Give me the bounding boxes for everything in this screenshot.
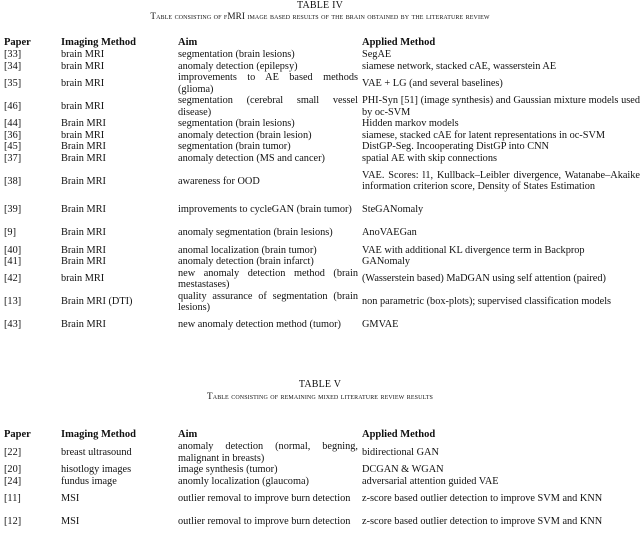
aim: new anomaly detection method (brain mestastases) bbox=[178, 267, 358, 290]
table5-number: TABLE V bbox=[298, 379, 342, 390]
table4-header-paper: Paper bbox=[4, 37, 31, 48]
paper-ref: [36] bbox=[4, 129, 22, 141]
applied-method: SegAE bbox=[362, 49, 392, 60]
applied-method: Hidden markov models bbox=[362, 118, 459, 129]
paper-ref: [22] bbox=[4, 446, 22, 458]
imaging-method: fundus image bbox=[61, 475, 117, 487]
table-row bbox=[0, 291, 640, 314]
applied-method: siamese network, stacked cAE, wasserstein AE bbox=[362, 60, 557, 72]
imaging-method: brain MRI bbox=[61, 60, 105, 72]
table-row bbox=[0, 199, 640, 222]
table4-number: TABLE IV bbox=[296, 0, 344, 11]
table5 bbox=[0, 427, 640, 533]
table4-caption: Table consisting of fMRI image based results of the brain obtained by the literature review bbox=[150, 11, 490, 21]
applied-method: SteGANomaly bbox=[362, 204, 424, 216]
applied-method: (Wasserstein based) MaDGAN using self attention (paired) bbox=[362, 273, 606, 285]
aim: segmentation (brain tumor) bbox=[178, 141, 291, 152]
applied-method: GANomaly bbox=[362, 256, 411, 267]
paper-ref: [13] bbox=[4, 296, 22, 308]
imaging-method: brain MRI bbox=[61, 129, 105, 141]
imaging-method: Brain MRI bbox=[61, 256, 106, 267]
table-row bbox=[0, 141, 640, 153]
aim: segmentation (cerebral small vessel disease) bbox=[178, 95, 358, 118]
paper-ref: [20] bbox=[4, 464, 22, 475]
table-row bbox=[0, 61, 640, 73]
table5-header-imaging-method: Imaging Method bbox=[61, 429, 136, 440]
aim: anomaly detection (epilepsy) bbox=[178, 60, 298, 72]
applied-method: adversarial attention guided VAE bbox=[362, 475, 499, 487]
table-row bbox=[0, 464, 640, 476]
paper-ref: [9] bbox=[4, 227, 17, 239]
applied-method: non parametric (box-plots); supervised classification models bbox=[362, 296, 612, 308]
aim: anomaly segmentation (brain lesions) bbox=[178, 227, 333, 239]
table-row bbox=[0, 49, 640, 61]
table-row bbox=[0, 95, 640, 118]
aim: segmentation (brain lesions) bbox=[178, 49, 295, 60]
table-row bbox=[0, 222, 640, 245]
imaging-method: MSI bbox=[61, 492, 80, 504]
applied-method: spatial AE with skip connections bbox=[362, 152, 497, 164]
paper-ref: [12] bbox=[4, 515, 22, 527]
imaging-method: brain MRI bbox=[61, 273, 105, 285]
paper-ref: [34] bbox=[4, 60, 22, 72]
table-row bbox=[0, 130, 640, 142]
applied-method: z-score based outlier detection to improve SVM and KNN bbox=[362, 492, 603, 504]
table5-header-paper: Paper bbox=[4, 429, 31, 440]
table4-header-aim: Aim bbox=[178, 37, 198, 48]
paper-ref: [46] bbox=[4, 100, 22, 112]
applied-method: siamese, stacked cAE for latent representations in oc-SVM bbox=[362, 129, 606, 141]
paper-ref: [43] bbox=[4, 319, 22, 331]
table-row bbox=[0, 314, 640, 337]
paper-ref: [11] bbox=[4, 492, 21, 504]
aim: outlier removal to improve burn detection bbox=[178, 492, 351, 504]
paper-ref: [41] bbox=[4, 256, 22, 267]
table4-header-applied-method: Applied Method bbox=[362, 37, 436, 48]
aim: improvements to cycleGAN (brain tumor) bbox=[178, 204, 352, 216]
applied-method: GMVAE bbox=[362, 319, 399, 331]
imaging-method: brain MRI bbox=[61, 77, 105, 89]
imaging-method: Brain MRI (DTI) bbox=[61, 296, 133, 308]
aim: anomal localization (brain tumor) bbox=[178, 244, 317, 256]
table4-header-imaging-method: Imaging Method bbox=[61, 37, 136, 48]
paper-ref: [40] bbox=[4, 244, 22, 256]
table-row bbox=[0, 118, 640, 130]
aim: anomly localization (glaucoma) bbox=[178, 475, 309, 487]
aim: anomaly detection (MS and cancer) bbox=[178, 152, 325, 164]
imaging-method: Brain MRI bbox=[61, 227, 106, 239]
table4 bbox=[0, 35, 640, 337]
imaging-method: Brain MRI bbox=[61, 118, 106, 129]
paper-ref: [39] bbox=[4, 204, 22, 216]
aim: new anomaly detection method (tumor) bbox=[178, 319, 341, 331]
applied-method: PHI-Syn [51] (image synthesis) and Gaussian mixture models used by oc-SVM bbox=[362, 95, 640, 118]
imaging-method: Brain MRI bbox=[61, 319, 106, 331]
table-row bbox=[0, 441, 640, 464]
imaging-method: hisotlogy images bbox=[61, 464, 132, 475]
aim: segmentation (brain lesions) bbox=[178, 118, 295, 129]
table-row bbox=[0, 153, 640, 165]
paper-ref: [44] bbox=[4, 118, 22, 129]
table-row bbox=[0, 164, 640, 199]
imaging-method: breast ultrasound bbox=[61, 446, 132, 458]
aim: outlier removal to improve burn detection bbox=[178, 515, 351, 527]
imaging-method: Brain MRI bbox=[61, 141, 106, 152]
applied-method: VAE + LG (and several baselines) bbox=[362, 77, 503, 89]
table-row bbox=[0, 256, 640, 268]
applied-method: AnoVAEGan bbox=[362, 227, 417, 239]
aim: anomaly detection (brain lesion) bbox=[178, 129, 312, 141]
aim: anomaly detection (brain infarct) bbox=[178, 256, 314, 267]
imaging-method: brain MRI bbox=[61, 100, 105, 112]
aim: improvements to AE based methods (glioma) bbox=[178, 72, 358, 95]
aim: awareness for OOD bbox=[178, 175, 260, 187]
applied-method: VAE. Scores: l1, Kullback–Leibler divergence, Watanabe–Akaike information criterion score, Density of States Estimation bbox=[362, 169, 640, 193]
table-row bbox=[0, 245, 640, 257]
imaging-method: Brain MRI bbox=[61, 175, 106, 187]
table-row bbox=[0, 510, 640, 533]
table5-header-aim: Aim bbox=[178, 429, 198, 440]
paper-ref: [33] bbox=[4, 49, 22, 60]
applied-method: DCGAN & WGAN bbox=[362, 464, 444, 475]
aim: quality assurance of segmentation (brain lesions) bbox=[178, 290, 358, 313]
imaging-method: MSI bbox=[61, 515, 80, 527]
paper-ref: [35] bbox=[4, 77, 22, 89]
imaging-method: Brain MRI bbox=[61, 152, 106, 164]
paper-ref: [45] bbox=[4, 141, 22, 152]
table5-header-applied-method: Applied Method bbox=[362, 429, 436, 440]
imaging-method: Brain MRI bbox=[61, 204, 106, 216]
aim: anomaly detection (normal, begning, malignant in breasts) bbox=[178, 441, 358, 464]
paper-ref: [24] bbox=[4, 475, 22, 487]
applied-method: VAE with additional KL divergence term in Backprop bbox=[362, 244, 585, 256]
table5-header-row bbox=[0, 427, 640, 441]
paper-ref: [37] bbox=[4, 152, 22, 164]
applied-method: bidirectional GAN bbox=[362, 446, 439, 458]
applied-method: DistGP-Seg. Incooperating DistGP into CNN bbox=[362, 141, 549, 152]
table-row bbox=[0, 487, 640, 510]
aim: image synthesis (tumor) bbox=[178, 464, 278, 475]
paper-ref: [42] bbox=[4, 273, 22, 285]
imaging-method: Brain MRI bbox=[61, 244, 106, 256]
table-row bbox=[0, 72, 640, 95]
imaging-method: brain MRI bbox=[61, 49, 105, 60]
table-row bbox=[0, 476, 640, 488]
table4-header-row bbox=[0, 35, 640, 49]
applied-method: z-score based outlier detection to improve SVM and KNN bbox=[362, 515, 603, 527]
table-row bbox=[0, 268, 640, 291]
table5-caption: Table consisting of remaining mixed literature review results bbox=[207, 391, 433, 401]
paper-ref: [38] bbox=[4, 175, 22, 187]
